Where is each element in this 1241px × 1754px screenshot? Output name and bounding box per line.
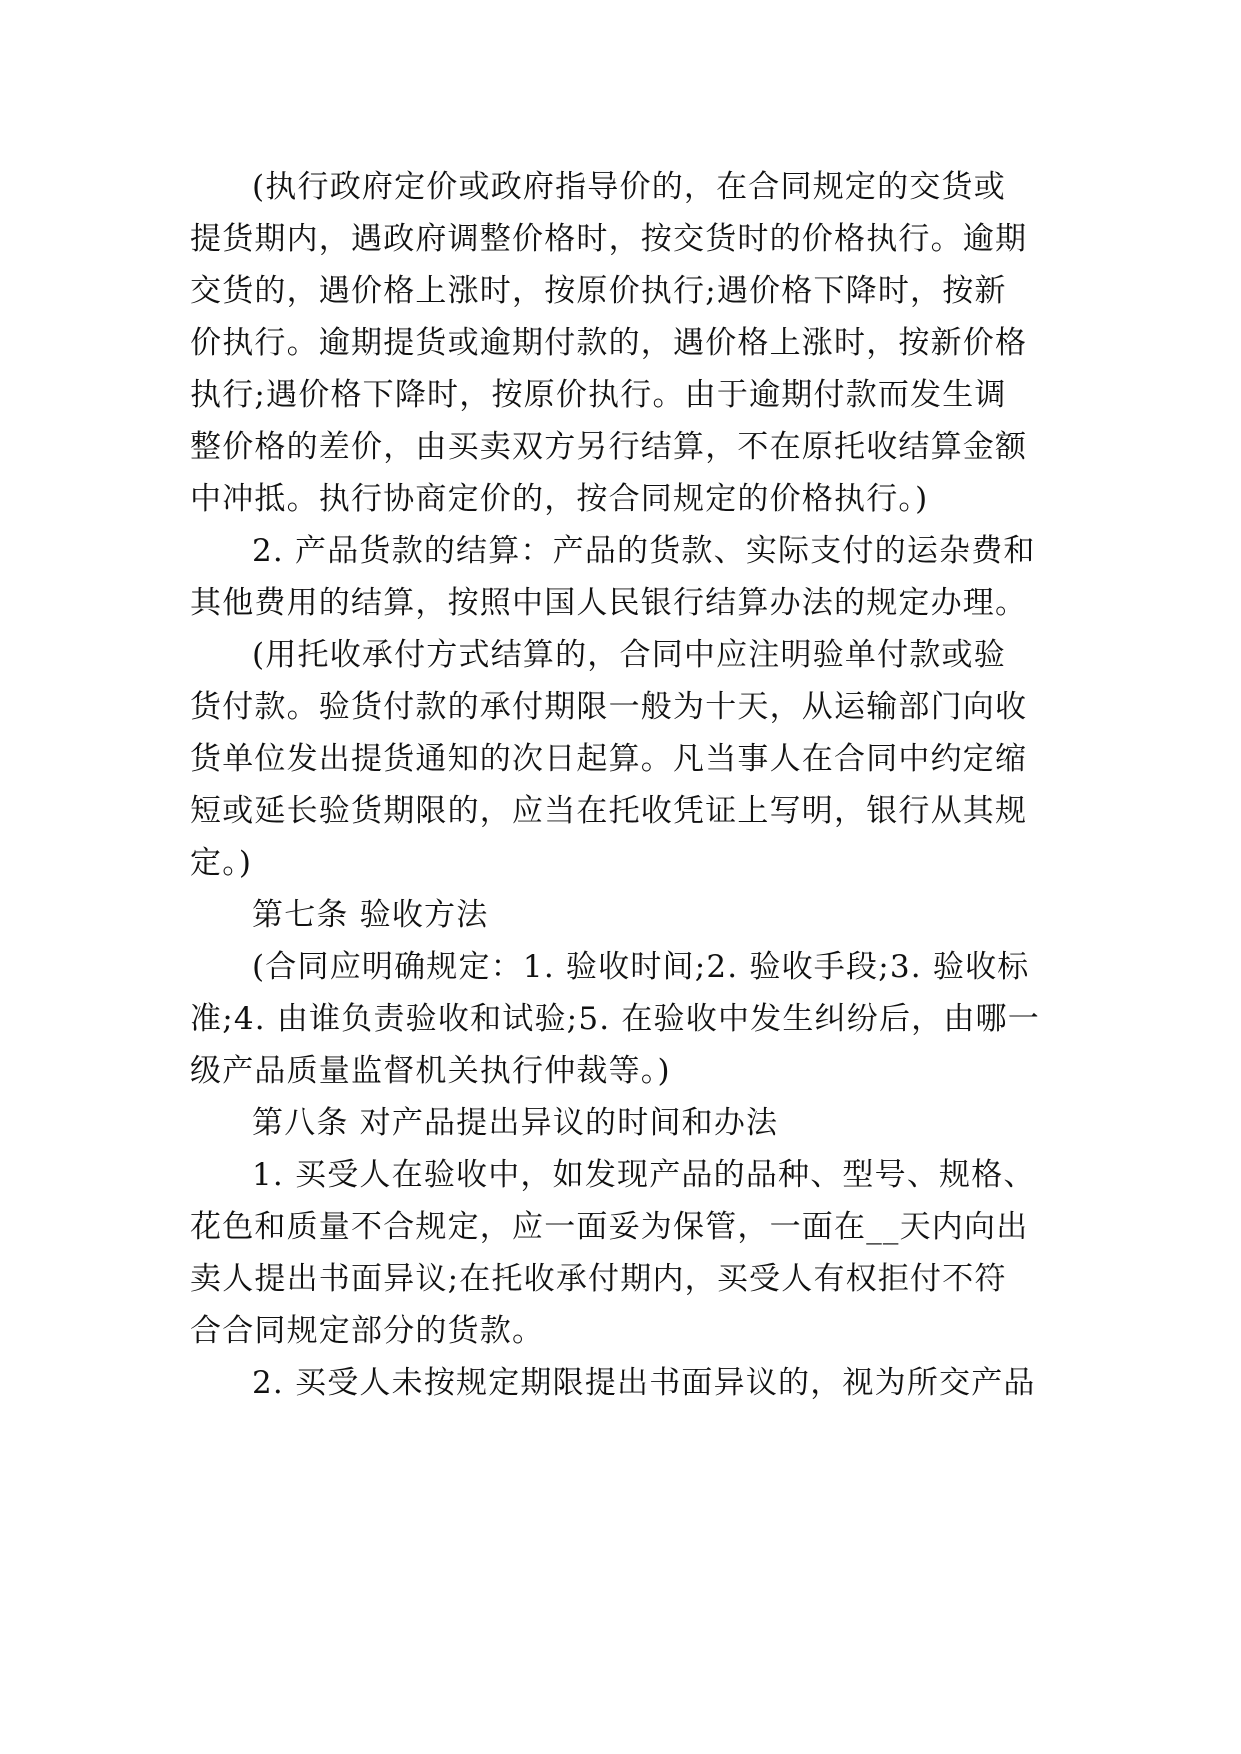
paragraph-line: 合合同规定部分的货款。 bbox=[190, 1313, 545, 1349]
paragraph-line: 价执行。逾期提货或逾期付款的，遇价格上涨时，按新价格 bbox=[190, 325, 1028, 361]
paragraph-line: 其他费用的结算，按照中国人民银行结算办法的规定办理。 bbox=[190, 585, 1028, 621]
paragraph-line: 卖人提出书面异议;在托收承付期内，买受人有权拒付不符 bbox=[190, 1261, 1007, 1297]
paragraph-line: 2. 买受人未按规定期限提出书面异议的，视为所交产品 bbox=[252, 1365, 1036, 1401]
paragraph-line: 货单位发出提货通知的次日起算。凡当事人在合同中约定缩 bbox=[190, 741, 1028, 777]
paragraph-line: 整价格的差价，由买卖双方另行结算，不在原托收结算金额 bbox=[190, 429, 1028, 465]
paragraph-line: 短或延长验货期限的，应当在托收凭证上写明，银行从其规 bbox=[190, 793, 1028, 829]
paragraph-line: 1. 买受人在验收中，如发现产品的品种、型号、规格、 bbox=[252, 1157, 1036, 1193]
paragraph-line: 2. 产品货款的结算：产品的货款、实际支付的运杂费和 bbox=[252, 533, 1036, 569]
paragraph-line: (执行政府定价或政府指导价的，在合同规定的交货或 bbox=[252, 169, 1006, 205]
paragraph-line: 提货期内，遇政府调整价格时，按交货时的价格执行。逾期 bbox=[190, 221, 1028, 257]
paragraph-line: (用托收承付方式结算的，合同中应注明验单付款或验 bbox=[252, 637, 1006, 673]
paragraph-line: (合同应明确规定：1. 验收时间;2. 验收手段;3. 验收标 bbox=[252, 949, 1030, 985]
paragraph-line: 定。) bbox=[190, 845, 253, 881]
section-heading-article-7: 第七条 验收方法 bbox=[252, 897, 489, 933]
paragraph-line: 准;4. 由谁负责验收和试验;5. 在验收中发生纠纷后，由哪一 bbox=[190, 1001, 1040, 1037]
paragraph-line: 中冲抵。执行协商定价的，按合同规定的价格执行。) bbox=[190, 481, 929, 517]
paragraph-line: 交货的，遇价格上涨时，按原价执行;遇价格下降时，按新 bbox=[190, 273, 1007, 309]
paragraph-line: 执行;遇价格下降时，按原价执行。由于逾期付款而发生调 bbox=[190, 377, 1007, 413]
paragraph-line: 花色和质量不合规定，应一面妥为保管，一面在__天内向出 bbox=[190, 1209, 1029, 1245]
paragraph-line: 货付款。验货付款的承付期限一般为十天，从运输部门向收 bbox=[190, 689, 1028, 725]
section-heading-article-8: 第八条 对产品提出异议的时间和办法 bbox=[252, 1105, 779, 1141]
paragraph-line: 级产品质量监督机关执行仲裁等。) bbox=[190, 1053, 671, 1089]
